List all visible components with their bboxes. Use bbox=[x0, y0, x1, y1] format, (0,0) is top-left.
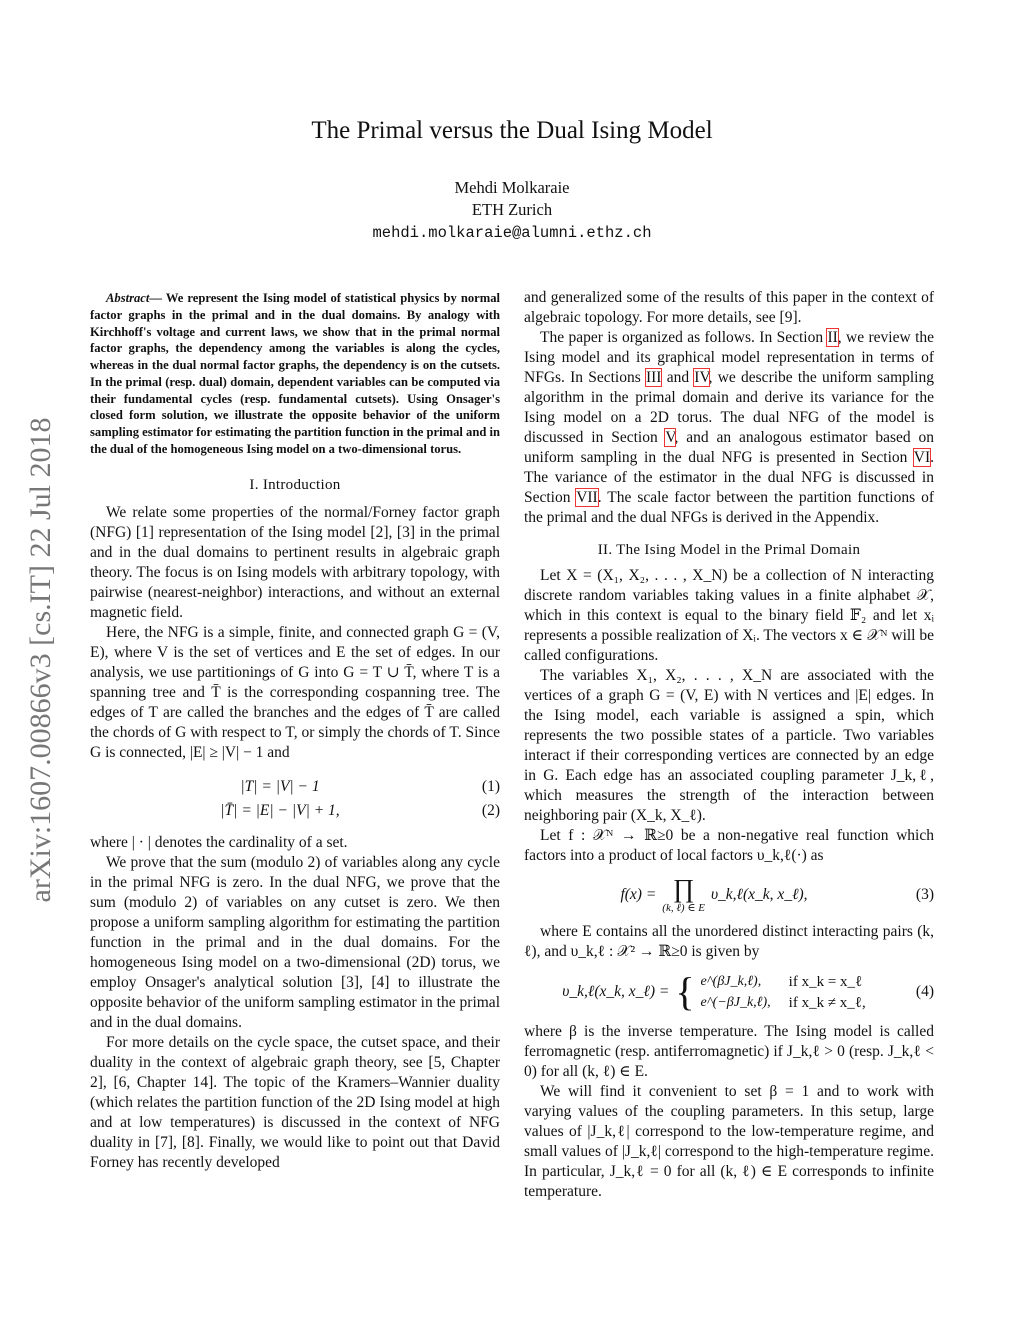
equation-2-body: |T̄| = |E| − |V| + 1, bbox=[220, 801, 340, 819]
arxiv-stamp: arXiv:1607.00866v3 [cs.IT] 22 Jul 2018 bbox=[24, 417, 57, 903]
paper-title: The Primal versus the Dual Ising Model bbox=[311, 117, 713, 144]
equation-4-lhs: υ_k,ℓ(x_k, x_ℓ) = bbox=[562, 983, 670, 1000]
section-link-vii[interactable]: VII bbox=[576, 489, 598, 506]
organization-paragraph bbox=[524, 328, 934, 528]
equation-4-number: (4) bbox=[915, 983, 934, 1000]
author-email[interactable]: mehdi.molkaraie@alumni.ethz.ch bbox=[372, 224, 652, 242]
section-link-vi[interactable]: VI bbox=[913, 449, 931, 466]
equation-3 bbox=[524, 876, 934, 914]
section2-paragraph-2: The variables X₁, X₂, . . . , X_N are associated with the vertices of a graph G = (V, E) with N vertices and |E| edges. In the Ising model, each variable is assigned a spin, which represents the two possible states of a particle. Two variables interact if their corresponding vertices are connected by an edge in G. Each edge has an associated coupling parameter J_k,ℓ, which measures the strength of the interaction between neighboring pair (X_k, X_ℓ). bbox=[524, 667, 934, 824]
text: . The variance of the estimator in the dual NFG is discussed in Section bbox=[524, 449, 934, 506]
abstract-text: — We represent the Ising model of statistical physics by normal factor graphs in the primal and in the dual domains. By analogy with Kirchhoff's voltage and current laws, we show that in the primal normal factor graphs, the dependency among the variables is along the cycles, whereas in the dual normal factor graphs, the dependency is on the cutsets. In the primal (resp. dual) domain, dependent variables can be computed via their fundamental cycles (resp. fundamental cutsets). Using Onsager's closed form solution, we illustrate the opposite behavior of the uniform sampling estimator for estimating the partition function in the primal and in the dual of the homogeneous Ising model on a two-dimensional torus. bbox=[90, 291, 500, 456]
section-heading-ising-primal: II. The Ising Model in the Primal Domain bbox=[597, 542, 861, 558]
equation-4-condition-2: if x_k ≠ x_ℓ, bbox=[788, 994, 866, 1011]
product-symbol: ∏ bbox=[672, 874, 695, 903]
author-name: Mehdi Molkaraie bbox=[454, 178, 570, 197]
intro-paragraph-5: For more details on the cycle space, the cutset space, and their duality in the context of algebraic graph theory, see [5, Chapter 2], [6, Chapter 14]. The topic of the Kramers–Wannier duality (which relates the partition function of the 2D Ising model at high and at low temperatures) is discussed in the context of NFG duality in [7], [8]. Finally, we would like to point out that David Forney has recently developed bbox=[90, 1033, 500, 1171]
equation-2-number: (2) bbox=[481, 801, 500, 819]
intro-paragraph-3: where | · | denotes the cardinality of a set. bbox=[90, 833, 348, 851]
text: . The scale factor between the partition functions of the primal and the dual NFGs is derived in the Appendix. bbox=[524, 489, 934, 526]
right-column bbox=[524, 288, 934, 1202]
section-link-ii[interactable]: II bbox=[827, 329, 838, 346]
abstract bbox=[90, 290, 500, 458]
equation-3-subscript: (k, ℓ) ∈ E bbox=[662, 902, 705, 914]
equation-1-number: (1) bbox=[481, 777, 500, 795]
equation-2 bbox=[90, 801, 500, 821]
equation-3-rhs: υ_k,ℓ(x_k, x_ℓ), bbox=[710, 886, 808, 903]
intro-paragraph-1: We relate some properties of the normal/Forney factor graph (NFG) [1] representation of the Ising model [2], [3] in the primal and in the dual domains to pertinent results in algebraic graph theory. The focus is on Ising models with arbitrary topology, with pairwise (nearest-neighbor) interactions, and without an external magnetic field. bbox=[90, 503, 500, 621]
right-paragraph-0: and generalized some of the results of this paper in the context of algebraic topology. For more details, see [9]. bbox=[524, 289, 934, 326]
author-affiliation: ETH Zurich bbox=[471, 200, 553, 219]
section2-paragraph-3: Let f : 𝒳ᴺ → ℝ≥0 be a non-negative real function which factors into a product of local factors υ_k,ℓ(·) as bbox=[524, 827, 934, 864]
intro-paragraph-4: We prove that the sum (modulo 2) of variables along any cycle in the primal NFG is zero. In the dual NFG, we prove that the sum (modulo 2) of variables on any cutset is zero. We then propose a uniform sampling algorithm for estimating the partition function in the primal and in the dual domains. For the homogeneous Ising model on a two-dimensional (2D) torus, we employ Onsager's analytical solution [3], [4] to illustrate the opposite behavior of the uniform sampling estimator in the primal and in the dual domains. bbox=[90, 853, 500, 1031]
text: , we describe the uniform sampling algorithm in the primal domain and derive its variance for the Ising model on a 2D torus. The dual NFG of the model is discussed in Section bbox=[524, 369, 934, 446]
text: , we review the Ising model and its graphical model representation in terms of NFGs. In Sections bbox=[524, 329, 935, 386]
section2-paragraph-1: Let X = (X₁, X₂, . . . , X_N) be a collection of N interacting discrete random variables taking values in a finite alphabet 𝒳, which in this context is equal to the binary field 𝔽₂ and let xᵢ represents a possible realization of Xᵢ. The vectors x ∈ 𝒳ᴺ will be called configurations. bbox=[524, 567, 934, 664]
intro-paragraph-2: Here, the NFG is a simple, finite, and connected graph G = (V, E), where V is the set of vertices and E the set of edges. In our analysis, we use partitionings of G into G = T ∪ T̄, where T is a spanning tree and T̄ is the corresponding cospanning tree. The edges of T are called the branches and the edges of T̄ are called the chords of G with respect to T, or simply the chords of T. Since G is connected, |E| ≥ |V| − 1 and bbox=[90, 623, 500, 761]
equation-4-cases bbox=[701, 972, 866, 1013]
equation-4 bbox=[524, 970, 934, 1014]
brace: { bbox=[675, 969, 695, 1014]
equation-4-condition-1: if x_k = x_ℓ bbox=[788, 973, 863, 990]
equation-3-number: (3) bbox=[915, 886, 934, 903]
abstract-label: Abstract bbox=[106, 291, 150, 305]
section2-paragraph-6: We will find it convenient to set β = 1 and to work with varying values of the coupling parameters. In this setup, large values of |J_k,ℓ| correspond to the low-temperature regime, and small values of |J_k,ℓ| correspond to the high-temperature regime. In particular, J_k,ℓ = 0 for all (k, ℓ) ∈ E corresponds to infinite temperature. bbox=[524, 1083, 934, 1200]
equation-4-body bbox=[524, 970, 904, 1014]
product-operator bbox=[662, 876, 705, 914]
section2-paragraph-4: where E contains all the unordered distinct interacting pairs (k, ℓ), and υ_k,ℓ : 𝒳² → ℝ≥0 is given by bbox=[524, 923, 934, 960]
text: and bbox=[661, 369, 695, 386]
section-link-iii[interactable]: III bbox=[645, 369, 662, 386]
text: The paper is organized as follows. In Section bbox=[540, 329, 828, 346]
equation-1-body: |T| = |V| − 1 bbox=[240, 777, 320, 795]
equation-1 bbox=[90, 777, 500, 797]
equation-4-case-2: e^(−βJ_k,ℓ), bbox=[700, 994, 771, 1010]
text: , and an analogous estimator based on uniform sampling in the dual NFG is presented in Section bbox=[524, 429, 935, 466]
equation-4-case-1: e^(βJ_k,ℓ), bbox=[700, 973, 762, 989]
section-link-v[interactable]: V bbox=[665, 429, 675, 446]
equation-3-lhs: f(x) = bbox=[620, 886, 657, 903]
equation-3-body bbox=[524, 876, 904, 914]
section-link-iv[interactable]: IV bbox=[694, 369, 709, 386]
section-heading-introduction: I. Introduction bbox=[249, 476, 341, 493]
section2-paragraph-5: where β is the inverse temperature. The Ising model is called ferromagnetic (resp. antiferromagnetic) if J_k,ℓ > 0 (resp. J_k,ℓ < 0) for all (k, ℓ) ∈ E. bbox=[524, 1023, 934, 1080]
left-column bbox=[90, 290, 500, 1173]
